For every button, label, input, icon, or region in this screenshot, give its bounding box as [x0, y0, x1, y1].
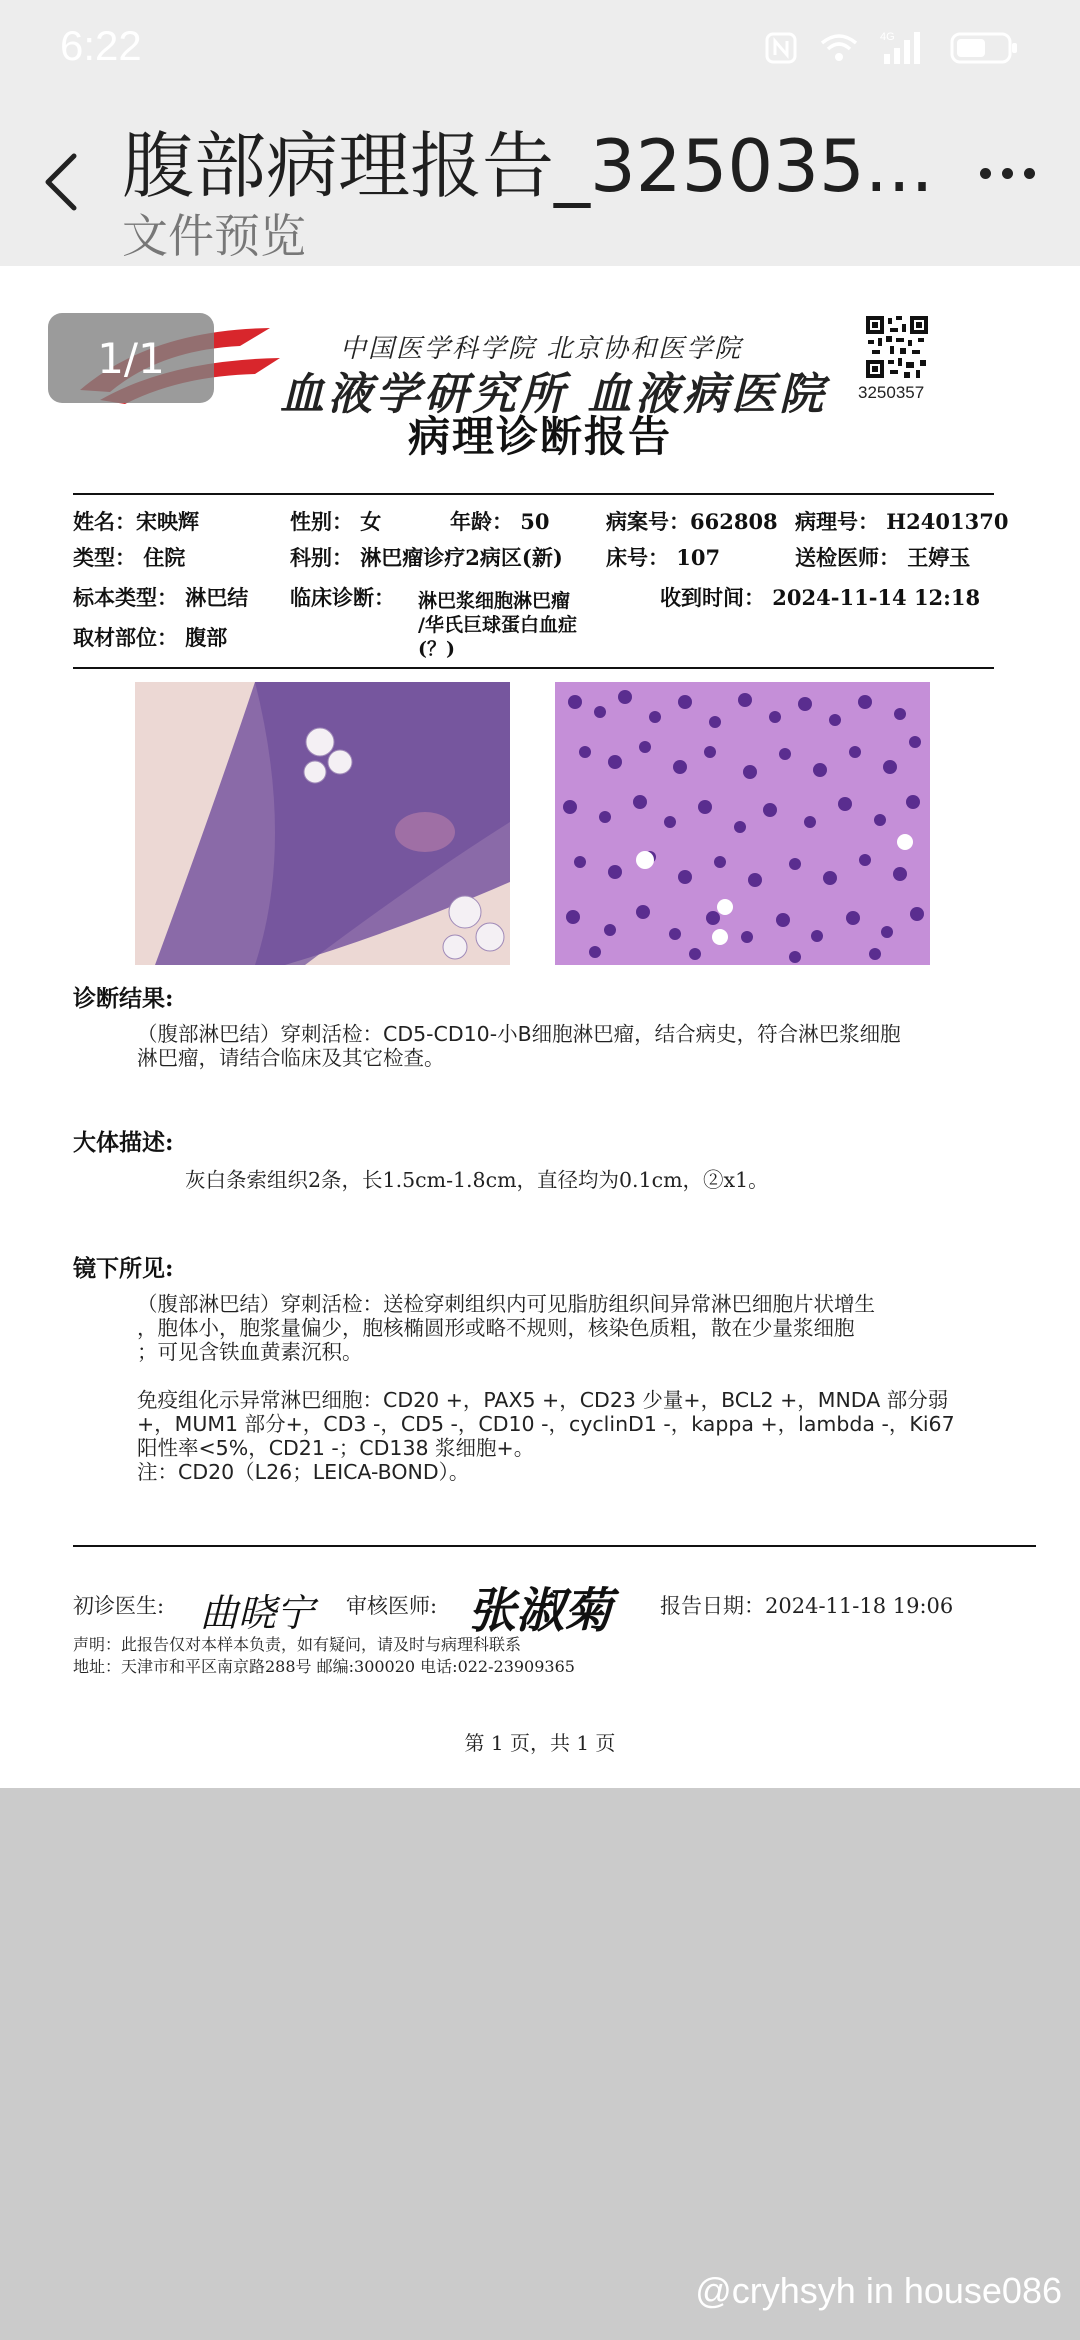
chevron-left-icon — [38, 150, 84, 214]
qr-code-icon — [866, 316, 928, 378]
microscopic-p2-line1: 免疫组化示异常淋巴细胞：CD20 +，PAX5 +，CD23 少量+，BCL2 +，MNDA 部分弱 — [137, 1388, 949, 1412]
initial-doctor-signature: 曲晓宁 — [200, 1591, 315, 1635]
divider — [73, 493, 994, 495]
back-button[interactable] — [38, 150, 84, 214]
nfc-icon — [764, 31, 798, 65]
patient-age: 年龄： 50 — [450, 509, 550, 534]
pathology-number: 病理号： H2401370 — [795, 509, 1009, 534]
address: 地址：天津市和平区南京路288号 邮编:300020 电话:022-23909365 — [73, 1657, 575, 1676]
cellular-signal-icon — [880, 30, 928, 66]
clinical-diagnosis-line1: 淋巴浆细胞淋巴瘤 — [418, 590, 571, 612]
more-options-button[interactable] — [980, 168, 1040, 192]
microscopic-p1-line3: ；可见含铁血黄素沉积。 — [137, 1340, 363, 1364]
app-bar — [0, 0, 1080, 266]
institution-name-line2: 血液学研究所 血液病医院 — [280, 369, 828, 420]
battery-icon — [950, 30, 1020, 66]
microscopic-note: 注：CD20（L26；LEICA-BOND）。 — [137, 1460, 470, 1484]
institution-name-line1: 中国医学科学院 北京协和医学院 — [340, 334, 743, 364]
admission-type: 类型： 住院 — [73, 545, 186, 570]
clinical-diagnosis-line2: /华氏巨球蛋白血症 — [418, 614, 577, 636]
specimen-site: 取材部位： 腹部 — [73, 625, 228, 650]
watermark: @cryhsyh in house086 — [695, 2270, 1062, 2311]
diagnosis-line1: （腹部淋巴结）穿刺活检：CD5-CD10-小B细胞淋巴瘤，结合病史，符合淋巴浆细胞 — [137, 1022, 901, 1046]
clinical-diagnosis-line3: (？) — [418, 638, 455, 660]
status-time: 6:22 — [60, 22, 142, 69]
initial-doctor-label: 初诊医生: — [73, 1594, 165, 1618]
patient-name: 姓名：宋映辉 — [73, 509, 199, 534]
gross-description-heading: 大体描述: — [73, 1129, 174, 1156]
diagnosis-line2: 淋巴瘤，请结合临床及其它检查。 — [137, 1046, 445, 1070]
microscopic-p2-line3: 阳性率<5%，CD21 -；CD138 浆细胞+。 — [137, 1436, 535, 1460]
file-preview-subtitle: 文件预览 — [122, 209, 306, 263]
microscopic-p1-line2: ，胞体小，胞浆量偏少，胞核椭圆形或略不规则，核染色质粗，散在少量浆细胞 — [137, 1316, 855, 1340]
reviewer-label: 审核医师: — [346, 1594, 438, 1618]
wifi-icon — [820, 33, 858, 63]
report-date: 报告日期：2024-11-18 19:06 — [660, 1594, 954, 1618]
disclaimer: 声明：此报告仅对本样本负责，如有疑问，请及时与病理科联系 — [73, 1635, 522, 1654]
status-icons — [764, 30, 1020, 66]
clinical-diagnosis-label: 临床诊断： — [290, 585, 395, 610]
microscopic-p2-line2: +，MUM1 部分+，CD3 -，CD5 -，CD10 -，cyclinD1 -，kappa +，lambda -，Ki67 — [137, 1412, 955, 1436]
received-time: 收到时间： 2024-11-14 12:18 — [660, 585, 981, 610]
patient-gender: 性别： 女 — [290, 509, 382, 534]
microscopic-heading: 镜下所见: — [73, 1255, 174, 1282]
specimen-type: 标本类型： 淋巴结 — [73, 585, 249, 610]
gross-description-text: 灰白条索组织2条，长1.5cm-1.8cm，直径均为0.1cm，②x1。 — [185, 1168, 769, 1192]
report-title: 病理诊断报告 — [407, 412, 672, 461]
bed-number: 床号： 107 — [606, 545, 721, 570]
page-count: 第 1 页，共 1 页 — [464, 1731, 616, 1755]
file-title: 腹部病理报告_325035... — [122, 124, 934, 208]
microscopic-p1-line1: （腹部淋巴结）穿刺活检：送检穿刺组织内可见脂肪组织间异常淋巴细胞片状增生 — [137, 1292, 875, 1316]
histology-image-high-power — [555, 682, 930, 965]
diagnosis-heading: 诊断结果: — [73, 985, 174, 1012]
histology-image-low-power — [135, 682, 510, 965]
divider — [73, 667, 994, 669]
department: 科别： 淋巴瘤诊疗2病区(新) — [290, 545, 563, 570]
reviewer-signature: 张淑菊 — [468, 1583, 613, 1639]
case-number: 病案号：662808 — [606, 509, 778, 534]
page-indicator: 1/1 — [48, 313, 214, 403]
more-horizontal-icon — [980, 168, 991, 179]
divider — [73, 1545, 1036, 1547]
svg-text:4G: 4G — [880, 31, 895, 43]
qr-code-number: 3250357 — [858, 383, 925, 402]
referring-doctor: 送检医师： 王婷玉 — [795, 545, 971, 570]
